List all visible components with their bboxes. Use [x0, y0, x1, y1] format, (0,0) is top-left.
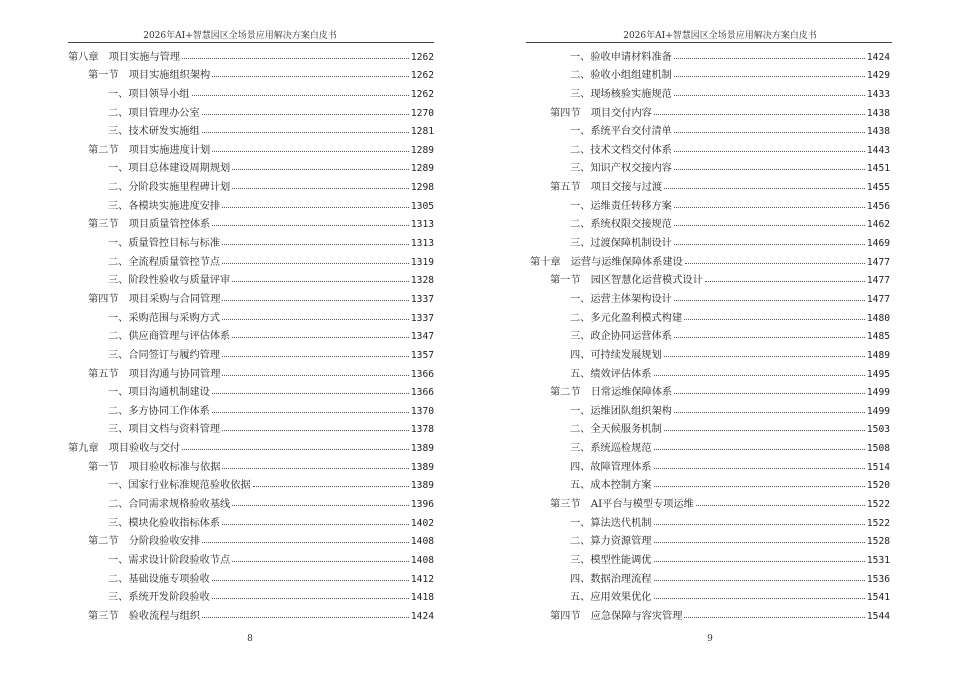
toc-entry-page: 1499	[866, 405, 890, 417]
toc-item[interactable]	[530, 65, 890, 84]
toc-entry-page: 1477	[866, 256, 890, 268]
page-number: 8	[247, 634, 253, 644]
toc-item[interactable]	[530, 587, 890, 606]
dot-leader	[664, 188, 865, 189]
toc-entry-title: 三、过渡保障机制设计	[570, 238, 672, 250]
toc-entry-title: 一、项目沟通机制建设	[108, 387, 210, 399]
toc-entry-page: 1455	[866, 182, 890, 194]
dot-leader	[654, 580, 865, 581]
dot-leader	[182, 449, 409, 450]
toc-entry-page: 1366	[410, 387, 434, 399]
toc-item[interactable]	[530, 437, 890, 456]
toc-item[interactable]	[530, 568, 890, 587]
table-of-contents	[530, 46, 890, 624]
dot-leader	[222, 430, 409, 431]
dot-leader	[674, 169, 865, 170]
toc-entry-page: 1438	[866, 107, 890, 119]
toc-entry-title: 三、模块化验收指标体系	[108, 517, 221, 529]
dot-leader	[664, 430, 865, 431]
toc-entry-page: 1520	[866, 480, 890, 492]
dot-leader	[674, 337, 865, 338]
page-header: 2026年AI+智慧园区全场景应用解决方案白皮书	[623, 31, 817, 41]
toc-entry-page: 1262	[410, 70, 434, 82]
toc-entry-title: 第三节 验收流程与组织	[88, 610, 201, 622]
toc-item[interactable]	[530, 307, 890, 326]
dot-leader	[674, 58, 865, 59]
toc-entry-title: 一、项目领导小组	[108, 88, 190, 100]
toc-entry-page: 1298	[410, 182, 434, 194]
toc-entry-title: 四、故障管理体系	[570, 461, 652, 473]
toc-item[interactable]	[68, 307, 434, 326]
toc-entry-page: 1412	[410, 573, 434, 585]
dot-leader	[654, 598, 865, 599]
toc-entry-page: 1469	[866, 238, 890, 250]
toc-entry-title: 三、项目文档与资料管理	[108, 424, 221, 436]
dot-leader	[674, 412, 865, 413]
toc-item[interactable]	[530, 549, 890, 568]
toc-entry-title: 第二节 日常运维保障体系	[550, 387, 673, 399]
toc-entry-title: 一、质量管控目标与标准	[108, 238, 221, 250]
toc-section[interactable]	[530, 493, 890, 512]
toc-entry-title: 第一节 园区智慧化运营模式设计	[550, 275, 703, 287]
toc-entry-page: 1514	[866, 461, 890, 473]
toc-entry-title: 三、系统开发阶段验收	[108, 592, 210, 604]
toc-entry-page: 1477	[866, 293, 890, 305]
toc-item[interactable]	[68, 270, 434, 289]
page-header: 2026年AI+智慧园区全场景应用解决方案白皮书	[143, 31, 337, 41]
dot-leader	[654, 524, 865, 525]
toc-item[interactable]	[68, 568, 434, 587]
toc-item[interactable]	[530, 214, 890, 233]
toc-item[interactable]	[530, 512, 890, 531]
toc-entry-title: 第四节 项目采购与合同管理	[88, 293, 221, 305]
toc-entry-title: 一、验收申请材料准备	[570, 51, 672, 63]
header-rule	[68, 42, 434, 43]
toc-item[interactable]	[530, 46, 890, 65]
toc-item[interactable]	[530, 363, 890, 382]
toc-entry-title: 二、全流程质量管控节点	[108, 256, 221, 268]
toc-entry-page: 1522	[866, 517, 890, 529]
dot-leader	[222, 356, 409, 357]
table-of-contents	[68, 46, 434, 624]
toc-entry-title: 第九章 项目验收与交付	[68, 443, 181, 455]
toc-entry-page: 1319	[410, 256, 434, 268]
toc-entry-page: 1366	[410, 368, 434, 380]
dot-leader	[654, 542, 865, 543]
toc-entry-title: 二、多元化盈利模式构建	[570, 312, 683, 324]
toc-entry-title: 三、各模块实施进度安排	[108, 200, 221, 212]
toc-entry-title: 一、算法迭代机制	[570, 517, 652, 529]
toc-entry-page: 1402	[410, 517, 434, 529]
toc-item[interactable]	[68, 158, 434, 177]
toc-entry-title: 三、知识产权交接内容	[570, 163, 672, 175]
toc-item[interactable]	[530, 419, 890, 438]
dot-leader	[674, 393, 865, 394]
toc-entry-title: 五、成本控制方案	[570, 480, 652, 492]
toc-entry-page: 1418	[410, 592, 434, 604]
toc-entry-page: 1357	[410, 349, 434, 361]
toc-entry-page: 1531	[866, 554, 890, 566]
dot-leader	[222, 468, 408, 469]
toc-item[interactable]	[530, 456, 890, 475]
toc-entry-title: 三、系统巡检规范	[570, 443, 652, 455]
toc-section[interactable]	[530, 102, 890, 121]
toc-section[interactable]	[68, 288, 434, 307]
toc-entry-title: 二、算力资源管理	[570, 536, 652, 548]
toc-section[interactable]	[530, 382, 890, 401]
toc-entry-title: 三、现场核验实施规范	[570, 88, 672, 100]
toc-entry-page: 1451	[866, 163, 890, 175]
toc-entry-title: 二、多方协同工作体系	[108, 405, 210, 417]
toc-entry-title: 四、可持续发展规划	[570, 349, 662, 361]
toc-entry-title: 第三节 AI平台与模型专项运维	[550, 499, 694, 511]
dot-leader	[664, 356, 865, 357]
toc-item[interactable]	[68, 326, 434, 345]
toc-item[interactable]	[68, 251, 434, 270]
toc-entry-page: 1389	[410, 480, 434, 492]
toc-chapter[interactable]	[530, 251, 890, 270]
toc-entry-page: 1347	[410, 331, 434, 343]
toc-entry-page: 1396	[410, 499, 434, 511]
toc-entry-title: 第二节 分阶段验收安排	[88, 536, 201, 548]
toc-entry-page: 1262	[410, 88, 434, 100]
toc-entry-page: 1337	[410, 293, 434, 305]
dot-leader	[212, 76, 409, 77]
toc-entry-page: 1313	[410, 238, 434, 250]
toc-entry-page: 1456	[866, 200, 890, 212]
dot-leader	[654, 468, 865, 469]
dot-leader	[253, 486, 409, 487]
toc-entry-title: 二、系统权限交接规范	[570, 219, 672, 231]
dot-leader	[212, 225, 409, 226]
toc-entry-title: 三、技术研发实施组	[108, 126, 200, 138]
toc-item[interactable]	[530, 344, 890, 363]
toc-entry-page: 1408	[410, 554, 434, 566]
toc-entry-title: 第一节 项目实施组织架构	[88, 70, 211, 82]
page-number: 9	[707, 634, 713, 644]
toc-item[interactable]	[68, 344, 434, 363]
toc-entry-title: 三、阶段性验收与质量评审	[108, 275, 231, 287]
dot-leader	[705, 281, 865, 282]
toc-entry-title: 第十章 运营与运维保障体系建设	[530, 256, 683, 268]
toc-entry-title: 四、数据治理流程	[570, 573, 652, 585]
toc-entry-page: 1536	[866, 573, 890, 585]
toc-item[interactable]	[530, 139, 890, 158]
toc-entry-page: 1370	[410, 405, 434, 417]
toc-item[interactable]	[530, 531, 890, 550]
toc-entry-title: 五、绩效评估体系	[570, 368, 652, 380]
header-rule	[526, 42, 892, 43]
dot-leader	[202, 542, 409, 543]
toc-entry-page: 1429	[866, 70, 890, 82]
right-page	[480, 0, 960, 681]
toc-entry-page: 1337	[410, 312, 434, 324]
toc-section[interactable]	[530, 176, 890, 195]
dot-leader	[232, 505, 409, 506]
toc-entry-page: 1262	[410, 51, 434, 63]
toc-entry-page: 1424	[866, 51, 890, 63]
toc-entry-page: 1522	[866, 499, 890, 511]
dot-leader	[202, 132, 409, 133]
toc-entry-title: 二、供应商管理与评估体系	[108, 331, 231, 343]
toc-entry-page: 1305	[410, 200, 434, 212]
toc-item[interactable]	[68, 102, 434, 121]
toc-entry-page: 1485	[866, 331, 890, 343]
dot-leader	[222, 524, 409, 525]
toc-item[interactable]	[68, 382, 434, 401]
toc-entry-page: 1443	[866, 144, 890, 156]
toc-entry-title: 第八章 项目实施与管理	[68, 51, 181, 63]
toc-item[interactable]	[68, 475, 434, 494]
toc-item[interactable]	[530, 475, 890, 494]
toc-entry-page: 1389	[410, 461, 434, 473]
toc-entry-page: 1289	[410, 144, 434, 156]
toc-entry-page: 1378	[410, 424, 434, 436]
toc-entry-page: 1313	[410, 219, 434, 231]
dot-leader	[674, 76, 865, 77]
toc-entry-title: 二、项目管理办公室	[108, 107, 200, 119]
dot-leader	[684, 617, 864, 618]
dot-leader	[654, 486, 865, 487]
toc-entry-title: 第三节 项目质量管控体系	[88, 219, 211, 231]
dot-leader	[674, 207, 865, 208]
dot-leader	[684, 319, 865, 320]
toc-item[interactable]	[68, 493, 434, 512]
toc-entry-page: 1408	[410, 536, 434, 548]
toc-item[interactable]	[530, 400, 890, 419]
toc-entry-title: 二、验收小组组建机制	[570, 70, 672, 82]
toc-item[interactable]	[530, 288, 890, 307]
toc-entry-title: 二、技术文档交付体系	[570, 144, 672, 156]
toc-item[interactable]	[68, 176, 434, 195]
toc-item[interactable]	[68, 83, 434, 102]
toc-entry-page: 1499	[866, 387, 890, 399]
dot-leader	[222, 207, 409, 208]
toc-entry-title: 一、需求设计阶段验收节点	[108, 554, 231, 566]
dot-leader	[202, 617, 409, 618]
toc-item[interactable]	[530, 195, 890, 214]
dot-leader	[654, 449, 865, 450]
toc-entry-title: 五、应用效果优化	[570, 592, 652, 604]
toc-chapter[interactable]	[68, 46, 434, 65]
toc-item[interactable]	[530, 83, 890, 102]
toc-entry-page: 1462	[866, 219, 890, 231]
dot-leader	[212, 412, 409, 413]
toc-section[interactable]	[68, 65, 434, 84]
toc-section[interactable]	[68, 214, 434, 233]
toc-entry-page: 1389	[410, 443, 434, 455]
toc-entry-page: 1270	[410, 107, 434, 119]
dot-leader	[696, 505, 865, 506]
dot-leader	[232, 337, 409, 338]
dot-leader	[232, 281, 409, 282]
toc-item[interactable]	[530, 158, 890, 177]
toc-entry-page: 1489	[866, 349, 890, 361]
dot-leader	[212, 598, 409, 599]
dot-leader	[232, 188, 409, 189]
toc-item[interactable]	[68, 400, 434, 419]
toc-item[interactable]	[68, 549, 434, 568]
toc-entry-title: 二、全天候服务机制	[570, 424, 662, 436]
toc-entry-title: 第四节 应急保障与容灾管理	[550, 610, 683, 622]
toc-entry-page: 1328	[410, 275, 434, 287]
dot-leader	[674, 244, 865, 245]
dot-leader	[674, 132, 865, 133]
dot-leader	[654, 114, 865, 115]
toc-item[interactable]	[530, 326, 890, 345]
toc-item[interactable]	[68, 512, 434, 531]
toc-entry-title: 第五节 项目交接与过渡	[550, 182, 663, 194]
toc-entry-page: 1508	[866, 443, 890, 455]
dot-leader	[654, 561, 865, 562]
toc-section[interactable]	[68, 605, 434, 624]
dot-leader	[232, 169, 409, 170]
toc-entry-title: 一、运营主体架构设计	[570, 293, 672, 305]
toc-section[interactable]	[530, 270, 890, 289]
dot-leader	[182, 58, 409, 59]
toc-section[interactable]	[68, 363, 434, 382]
dot-leader	[222, 375, 408, 376]
toc-section[interactable]	[68, 139, 434, 158]
toc-entry-title: 二、基础设施专项验收	[108, 573, 210, 585]
toc-item[interactable]	[68, 195, 434, 214]
dot-leader	[222, 300, 408, 301]
toc-item[interactable]	[68, 232, 434, 251]
toc-entry-title: 二、分阶段实施里程碑计划	[108, 182, 231, 194]
dot-leader	[202, 114, 409, 115]
toc-entry-page: 1424	[410, 610, 434, 622]
toc-entry-page: 1528	[866, 536, 890, 548]
toc-item[interactable]	[530, 121, 890, 140]
dot-leader	[232, 561, 409, 562]
toc-entry-title: 二、合同需求规格验收基线	[108, 499, 231, 511]
toc-entry-title: 一、采购范围与采购方式	[108, 312, 221, 324]
toc-entry-page: 1541	[866, 592, 890, 604]
toc-entry-title: 第五节 项目沟通与协同管理	[88, 368, 221, 380]
dot-leader	[222, 319, 409, 320]
dot-leader	[222, 244, 409, 245]
toc-section[interactable]	[68, 531, 434, 550]
toc-entry-title: 三、模型性能调优	[570, 554, 652, 566]
dot-leader	[654, 375, 865, 376]
toc-entry-title: 第一节 项目验收标准与依据	[88, 461, 221, 473]
toc-chapter[interactable]	[68, 437, 434, 456]
toc-entry-title: 第二节 项目实施进度计划	[88, 144, 211, 156]
toc-section[interactable]	[530, 605, 890, 624]
toc-entry-page: 1433	[866, 88, 890, 100]
toc-item[interactable]	[68, 419, 434, 438]
toc-item[interactable]	[68, 587, 434, 606]
dot-leader	[212, 393, 409, 394]
toc-entry-title: 第四节 项目交付内容	[550, 107, 652, 119]
toc-entry-page: 1544	[866, 610, 890, 622]
dot-leader	[212, 580, 409, 581]
toc-entry-title: 三、政企协同运营体系	[570, 331, 672, 343]
dot-leader	[674, 300, 865, 301]
toc-entry-page: 1438	[866, 126, 890, 138]
toc-entry-title: 一、项目总体建设周期规划	[108, 163, 231, 175]
toc-entry-page: 1503	[866, 424, 890, 436]
toc-entry-page: 1289	[410, 163, 434, 175]
toc-entry-title: 一、运维团队组织架构	[570, 405, 672, 417]
dot-leader	[212, 151, 409, 152]
toc-entry-page: 1477	[866, 275, 890, 287]
toc-item[interactable]	[68, 121, 434, 140]
toc-entry-page: 1281	[410, 126, 434, 138]
toc-entry-page: 1480	[866, 312, 890, 324]
toc-entry-page: 1495	[866, 368, 890, 380]
dot-leader	[674, 225, 865, 226]
toc-section[interactable]	[68, 456, 434, 475]
toc-entry-title: 一、国家行业标准规范验收依据	[108, 480, 251, 492]
toc-entry-title: 一、系统平台交付清单	[570, 126, 672, 138]
toc-entry-title: 三、合同签订与履约管理	[108, 349, 221, 361]
dot-leader	[222, 263, 409, 264]
toc-item[interactable]	[530, 232, 890, 251]
dot-leader	[685, 263, 865, 264]
toc-entry-title: 一、运维责任转移方案	[570, 200, 672, 212]
dot-leader	[192, 95, 409, 96]
dot-leader	[674, 95, 865, 96]
dot-leader	[674, 151, 865, 152]
